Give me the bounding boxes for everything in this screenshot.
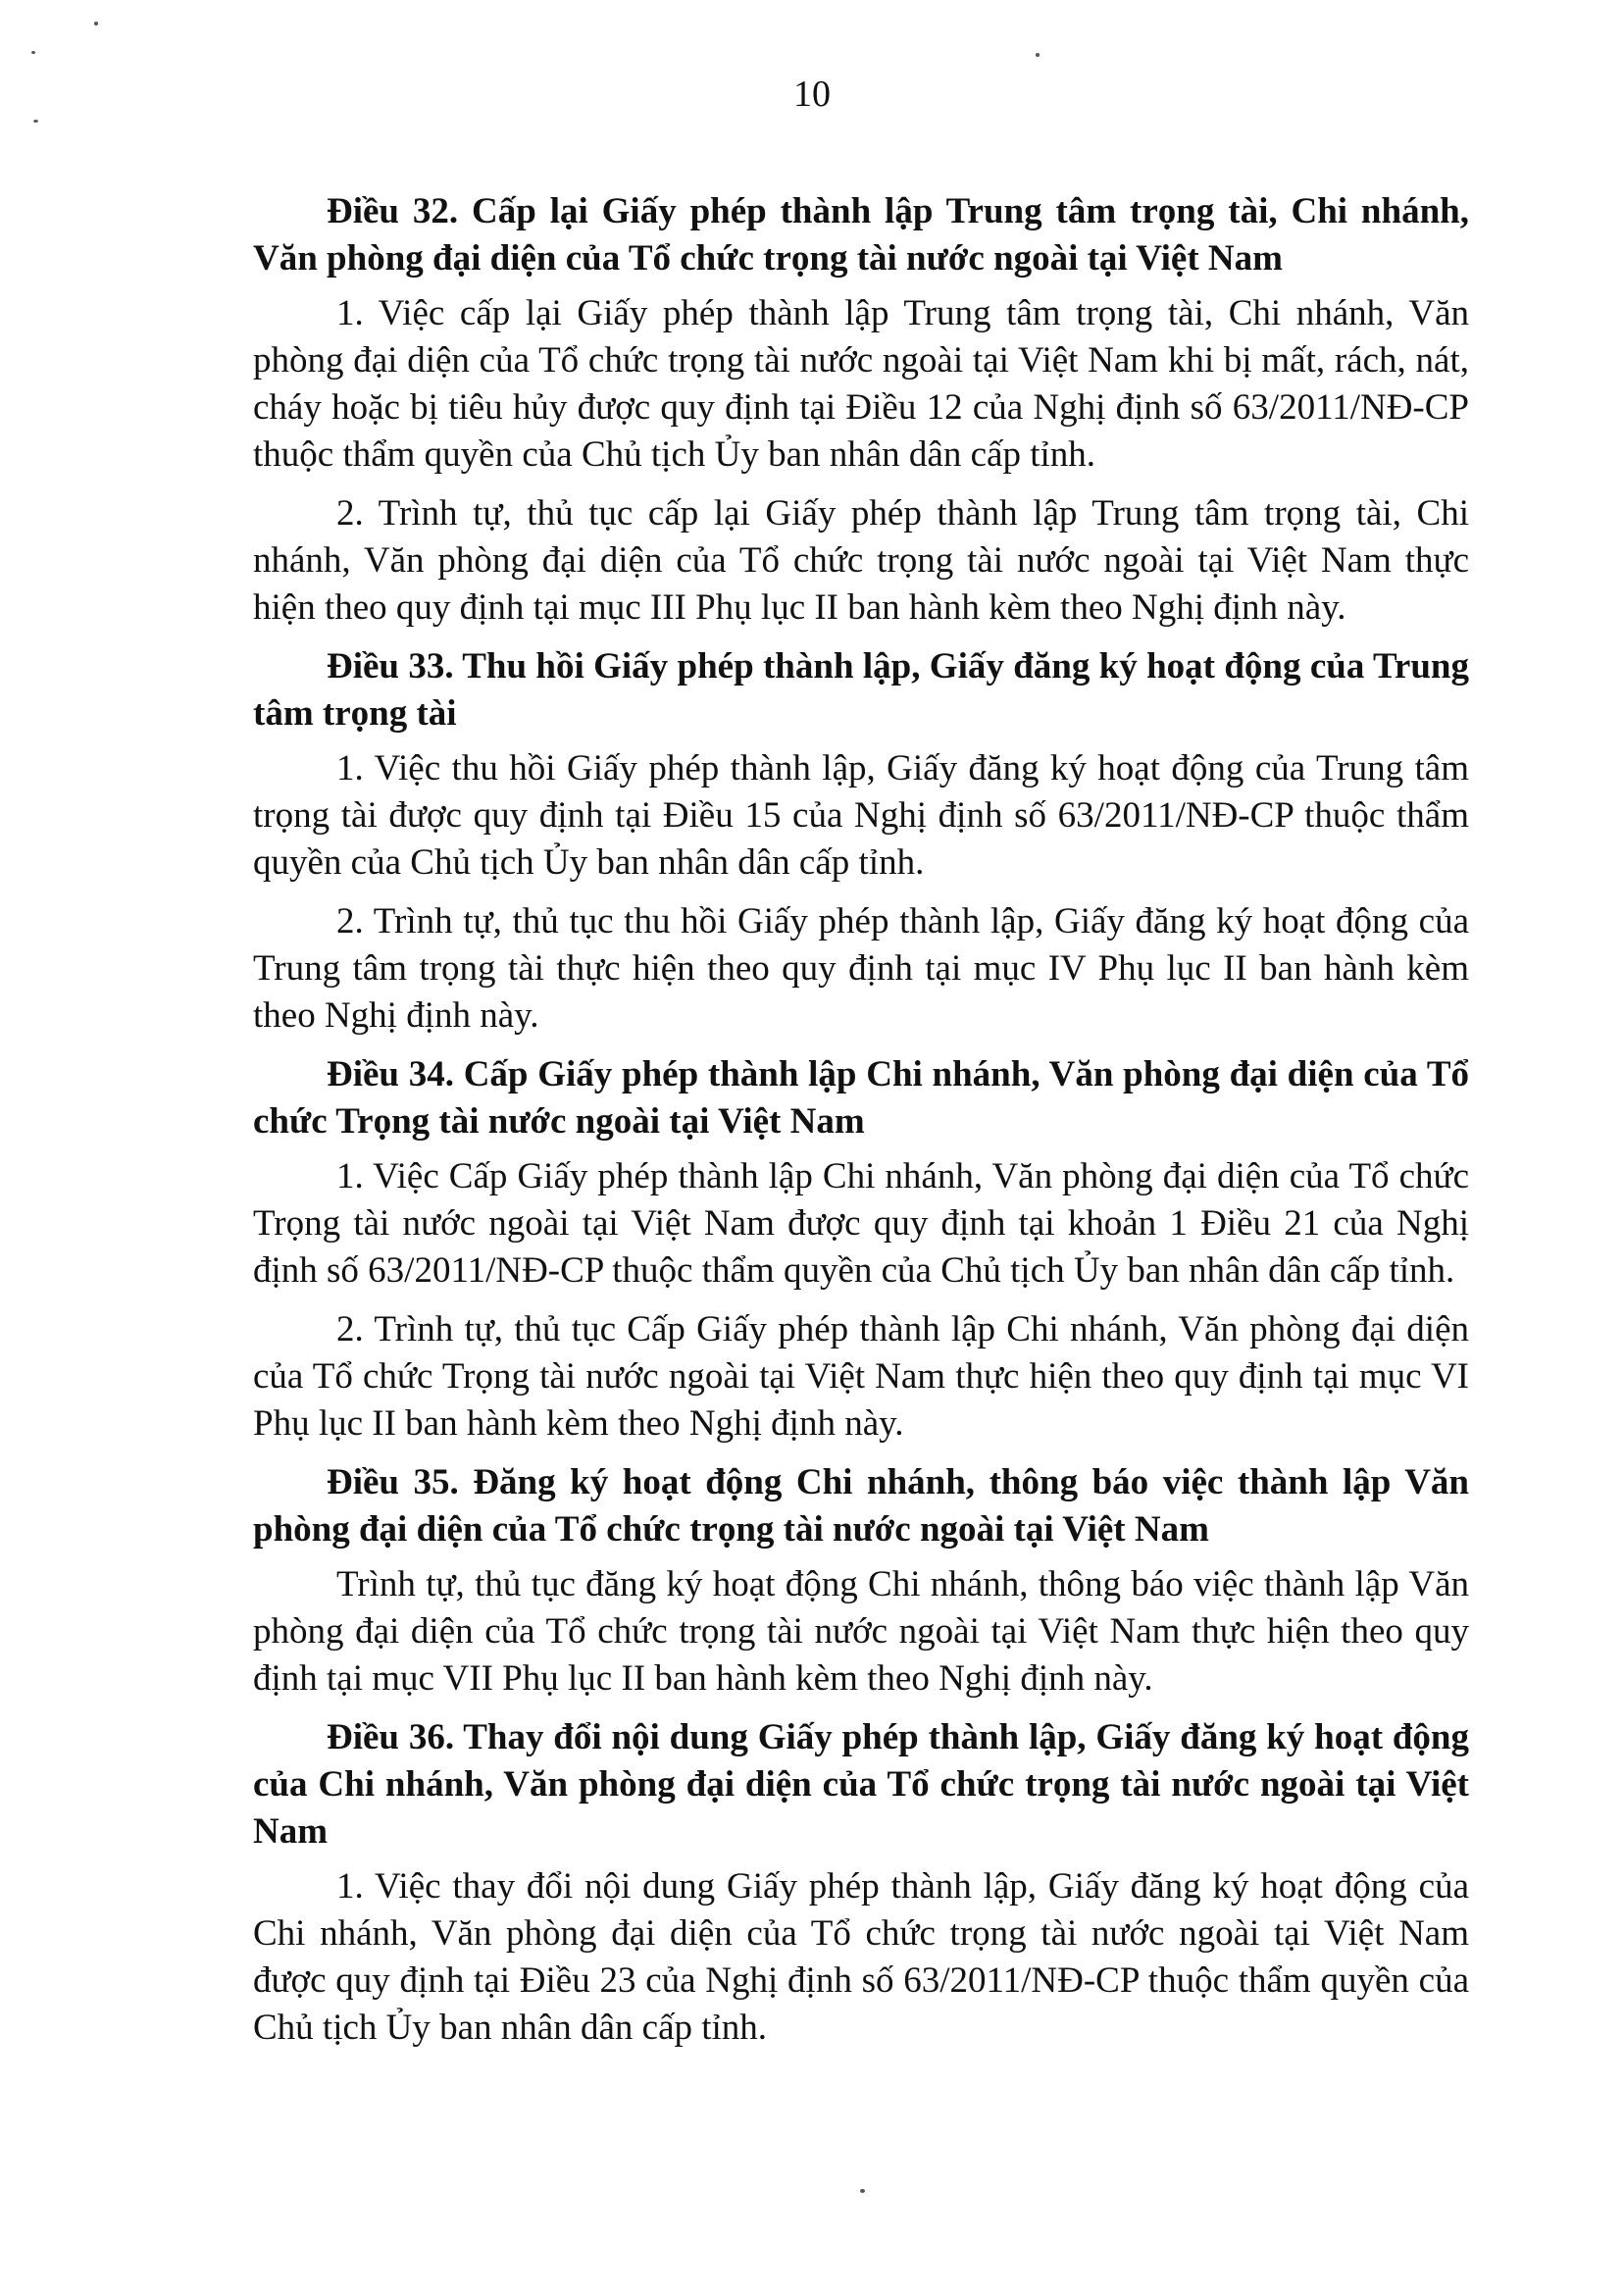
scan-speck xyxy=(860,2189,865,2193)
article-title: Điều 34. Cấp Giấy phép thành lập Chi nhánh, Văn phòng đại diện của Tổ chức Trọng tài nước ngoài tại Việt Nam xyxy=(253,1054,1469,1142)
article-title: Điều 32. Cấp lại Giấy phép thành lập Trung tâm trọng tài, Chi nhánh, Văn phòng đại diện của Tổ chức trọng tài nước ngoài tại Việt Nam xyxy=(253,191,1469,279)
scan-speck xyxy=(31,51,35,54)
article-33 xyxy=(253,643,1469,1040)
page-number: 10 xyxy=(793,74,831,115)
paragraph: Trình tự, thủ tục đăng ký hoạt động Chi nhánh, thông báo việc thành lập Văn phòng đại diện của Tổ chức trọng tài nước ngoài tại Việt Nam thực hiện theo quy định tại mục VII Phụ lục II ban hành kèm theo Nghị định này. xyxy=(253,1564,1469,1699)
paragraph: 2. Trình tự, thủ tục Cấp Giấy phép thành lập Chi nhánh, Văn phòng đại diện của Tổ chức Trọng tài nước ngoài tại Việt Nam thực hiện theo quy định tại mục VI Phụ lục II ban hành kèm theo Nghị định này. xyxy=(253,1309,1469,1444)
paragraph: 1. Việc thu hồi Giấy phép thành lập, Giấy đăng ký hoạt động của Trung tâm trọng tài được quy định tại Điều 15 của Nghị định số 63/2011/NĐ-CP thuộc thẩm quyền của Chủ tịch Ủy ban nhân dân cấp tỉnh. xyxy=(253,748,1469,883)
paragraph: 2. Trình tự, thủ tục thu hồi Giấy phép thành lập, Giấy đăng ký hoạt động của Trung tâm trọng tài thực hiện theo quy định tại mục IV Phụ lục II ban hành kèm theo Nghị định này. xyxy=(253,901,1469,1036)
scan-speck xyxy=(1036,53,1040,57)
paragraph: 1. Việc Cấp Giấy phép thành lập Chi nhánh, Văn phòng đại diện của Tổ chức Trọng tài nước ngoài tại Việt Nam được quy định tại khoản 1 Điều 21 của Nghị định số 63/2011/NĐ-CP thuộc thẩm quyền của Chủ tịch Ủy ban nhân dân cấp tỉnh. xyxy=(253,1156,1469,1291)
article-35 xyxy=(253,1459,1469,1703)
article-title: Điều 35. Đăng ký hoạt động Chi nhánh, thông báo việc thành lập Văn phòng đại diện của Tổ chức trọng tài nước ngoài tại Việt Nam xyxy=(253,1462,1469,1550)
paragraph: 1. Việc cấp lại Giấy phép thành lập Trung tâm trọng tài, Chi nhánh, Văn phòng đại diện của Tổ chức trọng tài nước ngoài tại Việt Nam khi bị mất, rách, nát, cháy hoặc bị tiêu hủy được quy định tại Điều 12 của Nghị định số 63/2011/NĐ-CP thuộc thẩm quyền của Chủ tịch Ủy ban nhân dân cấp tỉnh. xyxy=(253,293,1469,475)
scan-speck xyxy=(94,22,98,25)
article-title: Điều 33. Thu hồi Giấy phép thành lập, Giấy đăng ký hoạt động của Trung tâm trọng tài xyxy=(253,646,1469,734)
article-36 xyxy=(253,1714,1469,2052)
article-34 xyxy=(253,1051,1469,1448)
document-body xyxy=(253,188,1469,2063)
article-32 xyxy=(253,188,1469,632)
scan-speck xyxy=(33,120,38,123)
article-title: Điều 36. Thay đổi nội dung Giấy phép thành lập, Giấy đăng ký hoạt động của Chi nhánh, Văn phòng đại diện của Tổ chức trọng tài nước ngoài tại Việt Nam xyxy=(253,1717,1469,1852)
paragraph: 2. Trình tự, thủ tục cấp lại Giấy phép thành lập Trung tâm trọng tài, Chi nhánh, Văn phòng đại diện của Tổ chức trọng tài nước ngoài tại Việt Nam thực hiện theo quy định tại mục III Phụ lục II ban hành kèm theo Nghị định này. xyxy=(253,493,1469,628)
paragraph: 1. Việc thay đổi nội dung Giấy phép thành lập, Giấy đăng ký hoạt động của Chi nhánh, Văn phòng đại diện của Tổ chức trọng tài nước ngoài tại Việt Nam được quy định tại Điều 23 của Nghị định số 63/2011/NĐ-CP thuộc thẩm quyền của Chủ tịch Ủy ban nhân dân cấp tỉnh. xyxy=(253,1866,1469,2048)
